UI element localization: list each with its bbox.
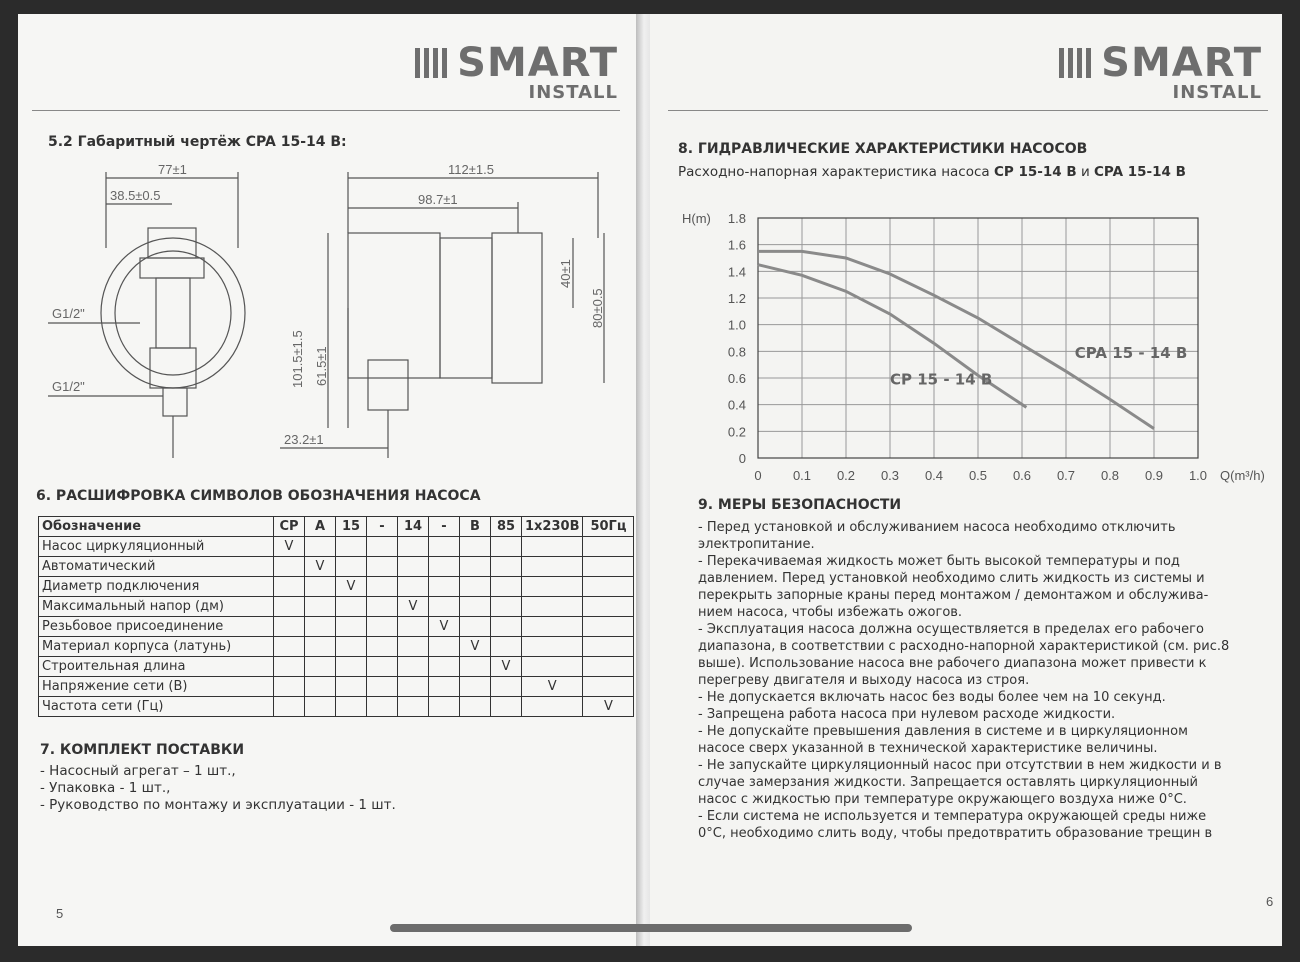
- empty-cell: [274, 617, 305, 637]
- table-header-cell: CP: [274, 517, 305, 537]
- row-label: Насос циркуляционный: [39, 537, 274, 557]
- empty-cell: [336, 657, 367, 677]
- y-tick-label: 1.4: [727, 264, 746, 280]
- empty-cell: [305, 677, 336, 697]
- check-mark: V: [522, 677, 583, 697]
- empty-cell: [460, 677, 491, 697]
- check-mark: V: [398, 597, 429, 617]
- x-tick-label: 0.6: [1012, 468, 1032, 483]
- dim-g12-bottom: G1/2": [52, 379, 85, 394]
- dim-23-2: 23.2±1: [284, 432, 324, 447]
- empty-cell: [274, 597, 305, 617]
- empty-cell: [305, 637, 336, 657]
- safety-line: насос с жидкостью при температуре окружающего воздуха ниже 0°С.: [698, 792, 1187, 807]
- table-row: [39, 577, 634, 597]
- safety-list: [698, 519, 1268, 842]
- empty-cell: [305, 617, 336, 637]
- safety-line: - Если система не используется и температура окружающей среды ниже: [698, 809, 1207, 824]
- kit-item: - Насосный агрегат – 1 шт.,: [40, 763, 236, 779]
- empty-cell: [522, 597, 583, 617]
- row-label: Резьбовое присоединение: [39, 617, 274, 637]
- x-tick-label: 0.2: [836, 468, 856, 483]
- symbol-decoding-table: [38, 516, 634, 717]
- x-tick-label: 0.3: [880, 468, 900, 483]
- table-header-cell: A: [305, 517, 336, 537]
- empty-cell: [429, 577, 460, 597]
- empty-cell: [583, 677, 634, 697]
- empty-cell: [491, 697, 522, 717]
- table-row: [39, 537, 634, 557]
- safety-line: - Перед установкой и обслуживанием насоса необходимо отключить: [698, 520, 1176, 535]
- y-tick-label: 1.6: [727, 237, 746, 253]
- section-8-subtitle: Расходно-напорная характеристика насоса CP 15-14 B и CPA 15-14 B: [678, 164, 1186, 180]
- y-tick-label: 1.0: [727, 317, 746, 333]
- empty-cell: [274, 637, 305, 657]
- x-tick-label: 0.7: [1056, 468, 1076, 483]
- safety-line: 0°С, необходимо слить воду, чтобы предотвратить образование трещин в: [698, 826, 1213, 841]
- empty-cell: [460, 657, 491, 677]
- empty-cell: [367, 697, 398, 717]
- safety-line: насосе сверх указанной в технической характеристике величины.: [698, 741, 1158, 756]
- empty-cell: [429, 557, 460, 577]
- row-label: Максимальный напор (дм): [39, 597, 274, 617]
- x-tick-label: 0.4: [924, 468, 944, 483]
- logo-bars-icon: [415, 48, 451, 81]
- safety-line: диапазона, в соответствии с расходно-напорной характеристикой (см. рис.8: [698, 639, 1230, 654]
- empty-cell: [336, 637, 367, 657]
- table-row: [39, 637, 634, 657]
- empty-cell: [367, 577, 398, 597]
- horizontal-scrollbar[interactable]: [390, 924, 912, 932]
- empty-cell: [367, 537, 398, 557]
- table-header-cell: 15: [336, 517, 367, 537]
- y-tick-label: 0.8: [727, 344, 746, 360]
- row-label: Частота сети (Гц): [39, 697, 274, 717]
- table-row: [39, 557, 634, 577]
- empty-cell: [429, 537, 460, 557]
- empty-cell: [491, 677, 522, 697]
- row-label: Материал корпуса (латунь): [39, 637, 274, 657]
- empty-cell: [460, 557, 491, 577]
- x-tick-label: 0.9: [1144, 468, 1164, 483]
- check-mark: V: [336, 577, 367, 597]
- section-8-title: 8. ГИДРАВЛИЧЕСКИЕ ХАРАКТЕРИСТИКИ НАСОСОВ: [678, 141, 1088, 157]
- empty-cell: [491, 617, 522, 637]
- x-tick-label: 0: [754, 468, 762, 483]
- empty-cell: [522, 657, 583, 677]
- empty-cell: [398, 677, 429, 697]
- empty-cell: [491, 557, 522, 577]
- empty-cell: [367, 617, 398, 637]
- y-tick-label: 0: [738, 451, 746, 466]
- empty-cell: [398, 657, 429, 677]
- dim-g12-top: G1/2": [52, 306, 85, 321]
- empty-cell: [398, 577, 429, 597]
- empty-cell: [398, 537, 429, 557]
- empty-cell: [460, 617, 491, 637]
- x-tick-label: 0.1: [792, 468, 812, 483]
- table-header-cell: 1x230B: [522, 517, 583, 537]
- empty-cell: [491, 537, 522, 557]
- table-row: [39, 657, 634, 677]
- check-mark: V: [583, 697, 634, 717]
- empty-cell: [367, 597, 398, 617]
- empty-cell: [460, 697, 491, 717]
- section-9-title: 9. МЕРЫ БЕЗОПАСНОСТИ: [698, 497, 902, 513]
- dimension-drawing: [48, 158, 620, 468]
- y-axis-label: H(m): [682, 211, 711, 226]
- empty-cell: [583, 537, 634, 557]
- dim-40: 40±1: [558, 259, 573, 288]
- table-header-row: [39, 517, 634, 537]
- y-tick-label: 0.4: [727, 397, 746, 413]
- dim-61-5: 61.5±1: [314, 346, 329, 386]
- empty-cell: [398, 697, 429, 717]
- x-tick-label: 1.0: [1188, 468, 1208, 483]
- table-header-cell: 14: [398, 517, 429, 537]
- empty-cell: [367, 557, 398, 577]
- empty-cell: [429, 657, 460, 677]
- safety-line: - Запрещена работа насоса при нулевом расходе жидкости.: [698, 707, 1116, 722]
- safety-line: нием насоса, чтобы избежать ожогов.: [698, 605, 963, 620]
- safety-line: - Перекачиваемая жидкость может быть высокой температуры и под: [698, 554, 1180, 569]
- empty-cell: [583, 577, 634, 597]
- empty-cell: [522, 577, 583, 597]
- dim-98-7: 98.7±1: [418, 192, 458, 207]
- dim-38-5: 38.5±0.5: [110, 188, 161, 203]
- empty-cell: [305, 537, 336, 557]
- safety-line: - Не запускайте циркуляционный насос при отсутствии в нем жидкости и в: [698, 758, 1222, 773]
- x-axis-label: Q(m³/h): [1220, 468, 1265, 483]
- dim-77: 77±1: [158, 162, 187, 177]
- table-body: [39, 537, 634, 717]
- empty-cell: [429, 637, 460, 657]
- empty-cell: [305, 657, 336, 677]
- safety-line: случае замерзания жидкости. Запрещается оставлять циркуляционный: [698, 775, 1198, 790]
- y-tick-label: 0.2: [727, 424, 746, 440]
- empty-cell: [336, 557, 367, 577]
- safety-line: давлением. Перед установкой необходимо слить жидкость из системы и: [698, 571, 1205, 586]
- empty-cell: [274, 557, 305, 577]
- dim-112: 112±1.5: [448, 162, 494, 177]
- empty-cell: [274, 657, 305, 677]
- check-mark: V: [460, 637, 491, 657]
- row-label: Диаметр подключения: [39, 577, 274, 597]
- series-label: CP 15 - 14 B: [890, 370, 993, 389]
- kit-item: - Упаковка - 1 шт.,: [40, 780, 171, 796]
- empty-cell: [336, 537, 367, 557]
- page-number-right: 6: [1266, 894, 1274, 909]
- empty-cell: [367, 637, 398, 657]
- empty-cell: [583, 637, 634, 657]
- safety-line: - Не допускается включать насос без воды более чем на 10 секунд.: [698, 690, 1166, 705]
- dim-80: 80±0.5: [590, 288, 605, 328]
- dim-101-5: 101.5±1.5: [290, 330, 305, 388]
- table-header-cell: B: [460, 517, 491, 537]
- section-7-title: 7. КОМПЛЕКТ ПОСТАВКИ: [40, 742, 245, 758]
- safety-line: выше). Использование насоса вне рабочего диапазона может привести к: [698, 656, 1207, 671]
- kit-list: [40, 763, 396, 814]
- y-tick-label: 0.6: [727, 371, 746, 386]
- pump-curve-chart: [680, 200, 1270, 490]
- empty-cell: [336, 677, 367, 697]
- table-header-cell: Обозначение: [39, 517, 274, 537]
- row-label: Напряжение сети (В): [39, 677, 274, 697]
- table-header-cell: -: [429, 517, 460, 537]
- safety-line: - Не допускайте превышения давления в системе и в циркуляционном: [698, 724, 1188, 739]
- empty-cell: [305, 577, 336, 597]
- check-mark: V: [274, 537, 305, 557]
- empty-cell: [336, 697, 367, 717]
- empty-cell: [398, 557, 429, 577]
- safety-line: - Эксплуатация насоса должна осуществляется в пределах его рабочего: [698, 622, 1204, 637]
- x-tick-label: 0.8: [1100, 468, 1120, 483]
- empty-cell: [460, 577, 491, 597]
- page-number-left: 5: [56, 906, 64, 921]
- empty-cell: [583, 617, 634, 637]
- logo-bars-icon: [1059, 48, 1095, 81]
- empty-cell: [429, 597, 460, 617]
- empty-cell: [398, 637, 429, 657]
- kit-item: - Руководство по монтажу и эксплуатации - 1 шт.: [40, 797, 396, 813]
- table-header-cell: -: [367, 517, 398, 537]
- table-row: [39, 597, 634, 617]
- empty-cell: [398, 617, 429, 637]
- empty-cell: [522, 617, 583, 637]
- series-label: CPA 15 - 14 B: [1074, 344, 1188, 362]
- safety-line: перегреву двигателя и выходу насоса из строя.: [698, 673, 1030, 688]
- header-rule-right: [668, 110, 1268, 111]
- empty-cell: [274, 697, 305, 717]
- empty-cell: [583, 557, 634, 577]
- empty-cell: [336, 617, 367, 637]
- empty-cell: [583, 597, 634, 617]
- empty-cell: [274, 577, 305, 597]
- empty-cell: [491, 597, 522, 617]
- empty-cell: [522, 637, 583, 657]
- empty-cell: [460, 537, 491, 557]
- empty-cell: [367, 657, 398, 677]
- empty-cell: [583, 657, 634, 677]
- empty-cell: [336, 597, 367, 617]
- check-mark: V: [429, 617, 460, 637]
- row-label: Автоматический: [39, 557, 274, 577]
- empty-cell: [522, 537, 583, 557]
- check-mark: V: [305, 557, 336, 577]
- empty-cell: [460, 597, 491, 617]
- empty-cell: [429, 697, 460, 717]
- section-5-2-title: 5.2 Габаритный чертёж CPA 15-14 B:: [48, 134, 347, 150]
- check-mark: V: [491, 657, 522, 677]
- smart-install-logo-right: SMART INSTALL: [1040, 40, 1262, 103]
- y-tick-label: 1.2: [727, 291, 746, 306]
- safety-line: электропитание.: [698, 537, 815, 552]
- empty-cell: [367, 677, 398, 697]
- safety-text: [698, 519, 1268, 842]
- table-row: [39, 617, 634, 637]
- empty-cell: [429, 677, 460, 697]
- empty-cell: [491, 637, 522, 657]
- safety-line: перекрыть запорные краны перед монтажом / демонтажом и обслужива-: [698, 588, 1209, 603]
- table-header-cell: 50Гц: [583, 517, 634, 537]
- table-row: [39, 697, 634, 717]
- section-6-title: 6. РАСШИФРОВКА СИМВОЛОВ ОБОЗНАЧЕНИЯ НАСОСА: [36, 488, 481, 504]
- header-rule: [32, 110, 620, 111]
- empty-cell: [522, 697, 583, 717]
- empty-cell: [522, 557, 583, 577]
- table-header-cell: 85: [491, 517, 522, 537]
- row-label: Строительная длина: [39, 657, 274, 677]
- empty-cell: [305, 597, 336, 617]
- empty-cell: [491, 577, 522, 597]
- empty-cell: [274, 677, 305, 697]
- smart-install-logo: SMART INSTALL: [390, 40, 618, 103]
- x-tick-label: 0.5: [968, 468, 988, 483]
- y-tick-label: 1.8: [727, 211, 746, 226]
- series-line: [758, 251, 1154, 428]
- table-row: [39, 677, 634, 697]
- empty-cell: [305, 697, 336, 717]
